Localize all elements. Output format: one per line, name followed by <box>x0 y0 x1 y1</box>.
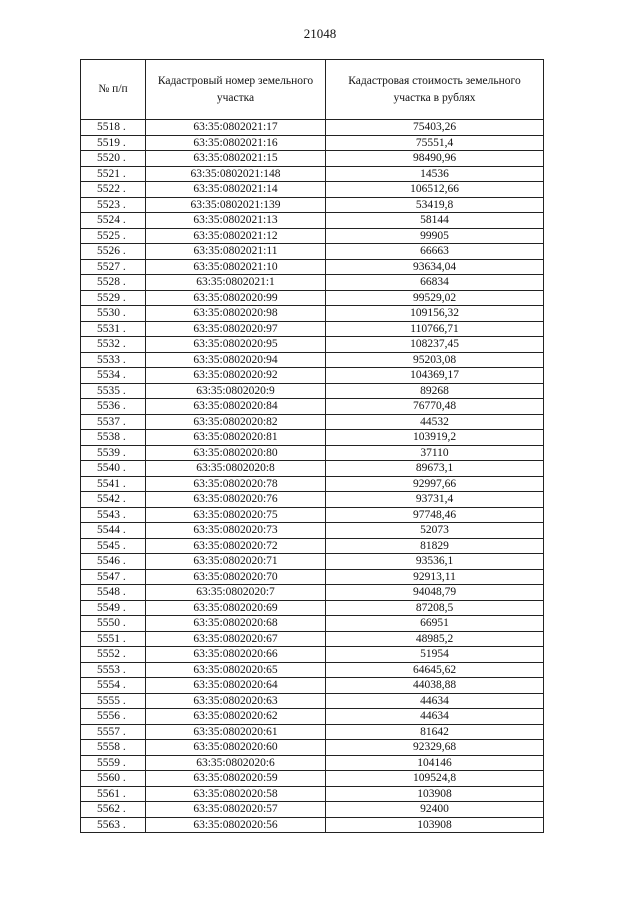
table-row <box>81 600 544 616</box>
table-row <box>81 693 544 709</box>
table-row <box>81 492 544 508</box>
cadastral-value-cell: 64645,62 <box>326 662 544 678</box>
cadastral-number-cell: 63:35:0802020:76 <box>146 492 326 508</box>
cadastral-number-cell: 63:35:0802020:61 <box>146 724 326 740</box>
cadastral-number-cell: 63:35:0802020:80 <box>146 445 326 461</box>
row-number-cell: 5522 . <box>81 182 146 198</box>
table-row <box>81 275 544 291</box>
cadastral-number-cell: 63:35:0802020:78 <box>146 476 326 492</box>
row-number-cell: 5537 . <box>81 414 146 430</box>
row-number-cell: 5561 . <box>81 786 146 802</box>
cadastral-number-cell: 63:35:0802020:75 <box>146 507 326 523</box>
table-row <box>81 554 544 570</box>
row-number-cell: 5535 . <box>81 383 146 399</box>
cadastral-number-cell: 63:35:0802020:67 <box>146 631 326 647</box>
table-row <box>81 476 544 492</box>
table-row <box>81 352 544 368</box>
table-row <box>81 259 544 275</box>
row-number-cell: 5539 . <box>81 445 146 461</box>
table-row <box>81 786 544 802</box>
row-number-cell: 5527 . <box>81 259 146 275</box>
cadastral-value-cell: 58144 <box>326 213 544 229</box>
cadastral-value-cell: 44038,88 <box>326 678 544 694</box>
cadastral-value-cell: 81829 <box>326 538 544 554</box>
row-number-cell: 5559 . <box>81 755 146 771</box>
cadastral-value-cell: 94048,79 <box>326 585 544 601</box>
cadastral-value-cell: 75403,26 <box>326 120 544 136</box>
cadastral-value-cell: 103919,2 <box>326 430 544 446</box>
row-number-cell: 5530 . <box>81 306 146 322</box>
cadastral-value-cell: 66834 <box>326 275 544 291</box>
table-body <box>81 120 544 833</box>
header-row <box>81 60 544 120</box>
cadastral-number-cell: 63:35:0802020:6 <box>146 755 326 771</box>
cadastral-value-cell: 51954 <box>326 647 544 663</box>
table-row <box>81 569 544 585</box>
cadastral-value-cell: 44634 <box>326 709 544 725</box>
cadastral-number-cell: 63:35:0802021:12 <box>146 228 326 244</box>
table-row <box>81 678 544 694</box>
row-number-cell: 5563 . <box>81 817 146 833</box>
row-number-cell: 5550 . <box>81 616 146 632</box>
table-row <box>81 538 544 554</box>
cadastral-value-table <box>80 59 544 833</box>
cadastral-value-cell: 103908 <box>326 786 544 802</box>
cadastral-value-cell: 75551,4 <box>326 135 544 151</box>
cadastral-number-cell: 63:35:0802020:71 <box>146 554 326 570</box>
cadastral-value-cell: 109524,8 <box>326 771 544 787</box>
cadastral-value-cell: 48985,2 <box>326 631 544 647</box>
cadastral-value-cell: 37110 <box>326 445 544 461</box>
table-row <box>81 724 544 740</box>
table-row <box>81 228 544 244</box>
table-row <box>81 383 544 399</box>
cadastral-number-cell: 63:35:0802020:65 <box>146 662 326 678</box>
table-row <box>81 430 544 446</box>
cadastral-value-cell: 76770,48 <box>326 399 544 415</box>
cadastral-number-cell: 63:35:0802021:15 <box>146 151 326 167</box>
cadastral-value-cell: 104146 <box>326 755 544 771</box>
page-number: 21048 <box>303 26 337 41</box>
row-number-cell: 5553 . <box>81 662 146 678</box>
table-row <box>81 213 544 229</box>
row-number-cell: 5519 . <box>81 135 146 151</box>
row-number-cell: 5546 . <box>81 554 146 570</box>
table-row <box>81 802 544 818</box>
row-number-cell: 5536 . <box>81 399 146 415</box>
cadastral-value-cell: 92329,68 <box>326 740 544 756</box>
cadastral-value-cell: 106512,66 <box>326 182 544 198</box>
cadastral-value-cell: 93634,04 <box>326 259 544 275</box>
cadastral-number-cell: 63:35:0802020:70 <box>146 569 326 585</box>
table-row <box>81 507 544 523</box>
cadastral-value-cell: 89673,1 <box>326 461 544 477</box>
cadastral-number-cell: 63:35:0802020:81 <box>146 430 326 446</box>
row-number-cell: 5549 . <box>81 600 146 616</box>
row-number-cell: 5538 . <box>81 430 146 446</box>
cadastral-number-cell: 63:35:0802020:99 <box>146 290 326 306</box>
cadastral-value-cell: 52073 <box>326 523 544 539</box>
table-row <box>81 709 544 725</box>
row-number-cell: 5548 . <box>81 585 146 601</box>
header-cadastral-value: Кадастровая стоимость земельного участка в рублях <box>326 60 544 120</box>
table-row <box>81 368 544 384</box>
row-number-cell: 5551 . <box>81 631 146 647</box>
row-number-cell: 5540 . <box>81 461 146 477</box>
table-row <box>81 166 544 182</box>
row-number-cell: 5562 . <box>81 802 146 818</box>
table-row <box>81 755 544 771</box>
cadastral-number-cell: 63:35:0802021:1 <box>146 275 326 291</box>
row-number-cell: 5521 . <box>81 166 146 182</box>
cadastral-value-cell: 109156,32 <box>326 306 544 322</box>
table-row <box>81 197 544 213</box>
table-row <box>81 321 544 337</box>
cadastral-number-cell: 63:35:0802020:58 <box>146 786 326 802</box>
cadastral-number-cell: 63:35:0802021:16 <box>146 135 326 151</box>
cadastral-number-cell: 63:35:0802021:14 <box>146 182 326 198</box>
table-row <box>81 461 544 477</box>
table-row <box>81 337 544 353</box>
cadastral-value-cell: 93731,4 <box>326 492 544 508</box>
cadastral-value-cell: 110766,71 <box>326 321 544 337</box>
cadastral-number-cell: 63:35:0802020:64 <box>146 678 326 694</box>
header-row-number: № п/п <box>81 60 146 120</box>
cadastral-value-cell: 98490,96 <box>326 151 544 167</box>
cadastral-number-cell: 63:35:0802020:92 <box>146 368 326 384</box>
cadastral-number-cell: 63:35:0802020:97 <box>146 321 326 337</box>
cadastral-value-cell: 103908 <box>326 817 544 833</box>
cadastral-value-cell: 99905 <box>326 228 544 244</box>
row-number-cell: 5523 . <box>81 197 146 213</box>
cadastral-number-cell: 63:35:0802021:148 <box>146 166 326 182</box>
cadastral-value-cell: 14536 <box>326 166 544 182</box>
table-row <box>81 135 544 151</box>
cadastral-number-cell: 63:35:0802020:66 <box>146 647 326 663</box>
row-number-cell: 5531 . <box>81 321 146 337</box>
cadastral-number-cell: 63:35:0802020:56 <box>146 817 326 833</box>
row-number-cell: 5526 . <box>81 244 146 260</box>
table-row <box>81 631 544 647</box>
cadastral-number-cell: 63:35:0802020:69 <box>146 600 326 616</box>
cadastral-value-cell: 104369,17 <box>326 368 544 384</box>
cadastral-number-cell: 63:35:0802021:10 <box>146 259 326 275</box>
table-row <box>81 414 544 430</box>
cadastral-number-cell: 63:35:0802020:98 <box>146 306 326 322</box>
cadastral-value-cell: 89268 <box>326 383 544 399</box>
table-row <box>81 120 544 136</box>
row-number-cell: 5554 . <box>81 678 146 694</box>
cadastral-number-cell: 63:35:0802020:82 <box>146 414 326 430</box>
cadastral-value-cell: 87208,5 <box>326 600 544 616</box>
table-row <box>81 616 544 632</box>
table-row <box>81 244 544 260</box>
cadastral-value-cell: 53419,8 <box>326 197 544 213</box>
table-row <box>81 771 544 787</box>
cadastral-number-cell: 63:35:0802021:11 <box>146 244 326 260</box>
row-number-cell: 5525 . <box>81 228 146 244</box>
cadastral-number-cell: 63:35:0802021:13 <box>146 213 326 229</box>
table-row <box>81 817 544 833</box>
table-row <box>81 182 544 198</box>
row-number-cell: 5544 . <box>81 523 146 539</box>
cadastral-value-cell: 44532 <box>326 414 544 430</box>
table-header <box>81 60 544 120</box>
cadastral-value-cell: 99529,02 <box>326 290 544 306</box>
cadastral-value-cell: 108237,45 <box>326 337 544 353</box>
table-row <box>81 306 544 322</box>
cadastral-value-cell: 92913,11 <box>326 569 544 585</box>
cadastral-number-cell: 63:35:0802020:72 <box>146 538 326 554</box>
cadastral-number-cell: 63:35:0802020:8 <box>146 461 326 477</box>
table-row <box>81 399 544 415</box>
table-row <box>81 151 544 167</box>
table-row <box>81 445 544 461</box>
cadastral-number-cell: 63:35:0802020:7 <box>146 585 326 601</box>
table-row <box>81 290 544 306</box>
cadastral-number-cell: 63:35:0802020:62 <box>146 709 326 725</box>
row-number-cell: 5518 . <box>81 120 146 136</box>
cadastral-number-cell: 63:35:0802020:73 <box>146 523 326 539</box>
cadastral-value-cell: 97748,46 <box>326 507 544 523</box>
row-number-cell: 5529 . <box>81 290 146 306</box>
table-row <box>81 523 544 539</box>
row-number-cell: 5542 . <box>81 492 146 508</box>
cadastral-number-cell: 63:35:0802020:68 <box>146 616 326 632</box>
cadastral-number-cell: 63:35:0802020:84 <box>146 399 326 415</box>
cadastral-value-cell: 66663 <box>326 244 544 260</box>
row-number-cell: 5556 . <box>81 709 146 725</box>
row-number-cell: 5545 . <box>81 538 146 554</box>
row-number-cell: 5524 . <box>81 213 146 229</box>
table-row <box>81 662 544 678</box>
row-number-cell: 5520 . <box>81 151 146 167</box>
row-number-cell: 5532 . <box>81 337 146 353</box>
cadastral-number-cell: 63:35:0802020:95 <box>146 337 326 353</box>
row-number-cell: 5547 . <box>81 569 146 585</box>
row-number-cell: 5541 . <box>81 476 146 492</box>
row-number-cell: 5560 . <box>81 771 146 787</box>
table-row <box>81 647 544 663</box>
table-row <box>81 585 544 601</box>
cadastral-number-cell: 63:35:0802020:60 <box>146 740 326 756</box>
row-number-cell: 5552 . <box>81 647 146 663</box>
cadastral-value-cell: 93536,1 <box>326 554 544 570</box>
row-number-cell: 5528 . <box>81 275 146 291</box>
cadastral-number-cell: 63:35:0802020:57 <box>146 802 326 818</box>
row-number-cell: 5557 . <box>81 724 146 740</box>
cadastral-number-cell: 63:35:0802020:63 <box>146 693 326 709</box>
cadastral-value-cell: 66951 <box>326 616 544 632</box>
cadastral-number-cell: 63:35:0802021:139 <box>146 197 326 213</box>
header-cadastral-number: Кадастровый номер земельного участка <box>146 60 326 120</box>
cadastral-value-cell: 95203,08 <box>326 352 544 368</box>
row-number-cell: 5555 . <box>81 693 146 709</box>
table-row <box>81 740 544 756</box>
cadastral-number-cell: 63:35:0802020:9 <box>146 383 326 399</box>
row-number-cell: 5558 . <box>81 740 146 756</box>
cadastral-value-cell: 92400 <box>326 802 544 818</box>
cadastral-value-cell: 44634 <box>326 693 544 709</box>
row-number-cell: 5543 . <box>81 507 146 523</box>
cadastral-number-cell: 63:35:0802020:94 <box>146 352 326 368</box>
cadastral-value-cell: 92997,66 <box>326 476 544 492</box>
row-number-cell: 5533 . <box>81 352 146 368</box>
cadastral-number-cell: 63:35:0802021:17 <box>146 120 326 136</box>
cadastral-number-cell: 63:35:0802020:59 <box>146 771 326 787</box>
row-number-cell: 5534 . <box>81 368 146 384</box>
cadastral-value-cell: 81642 <box>326 724 544 740</box>
